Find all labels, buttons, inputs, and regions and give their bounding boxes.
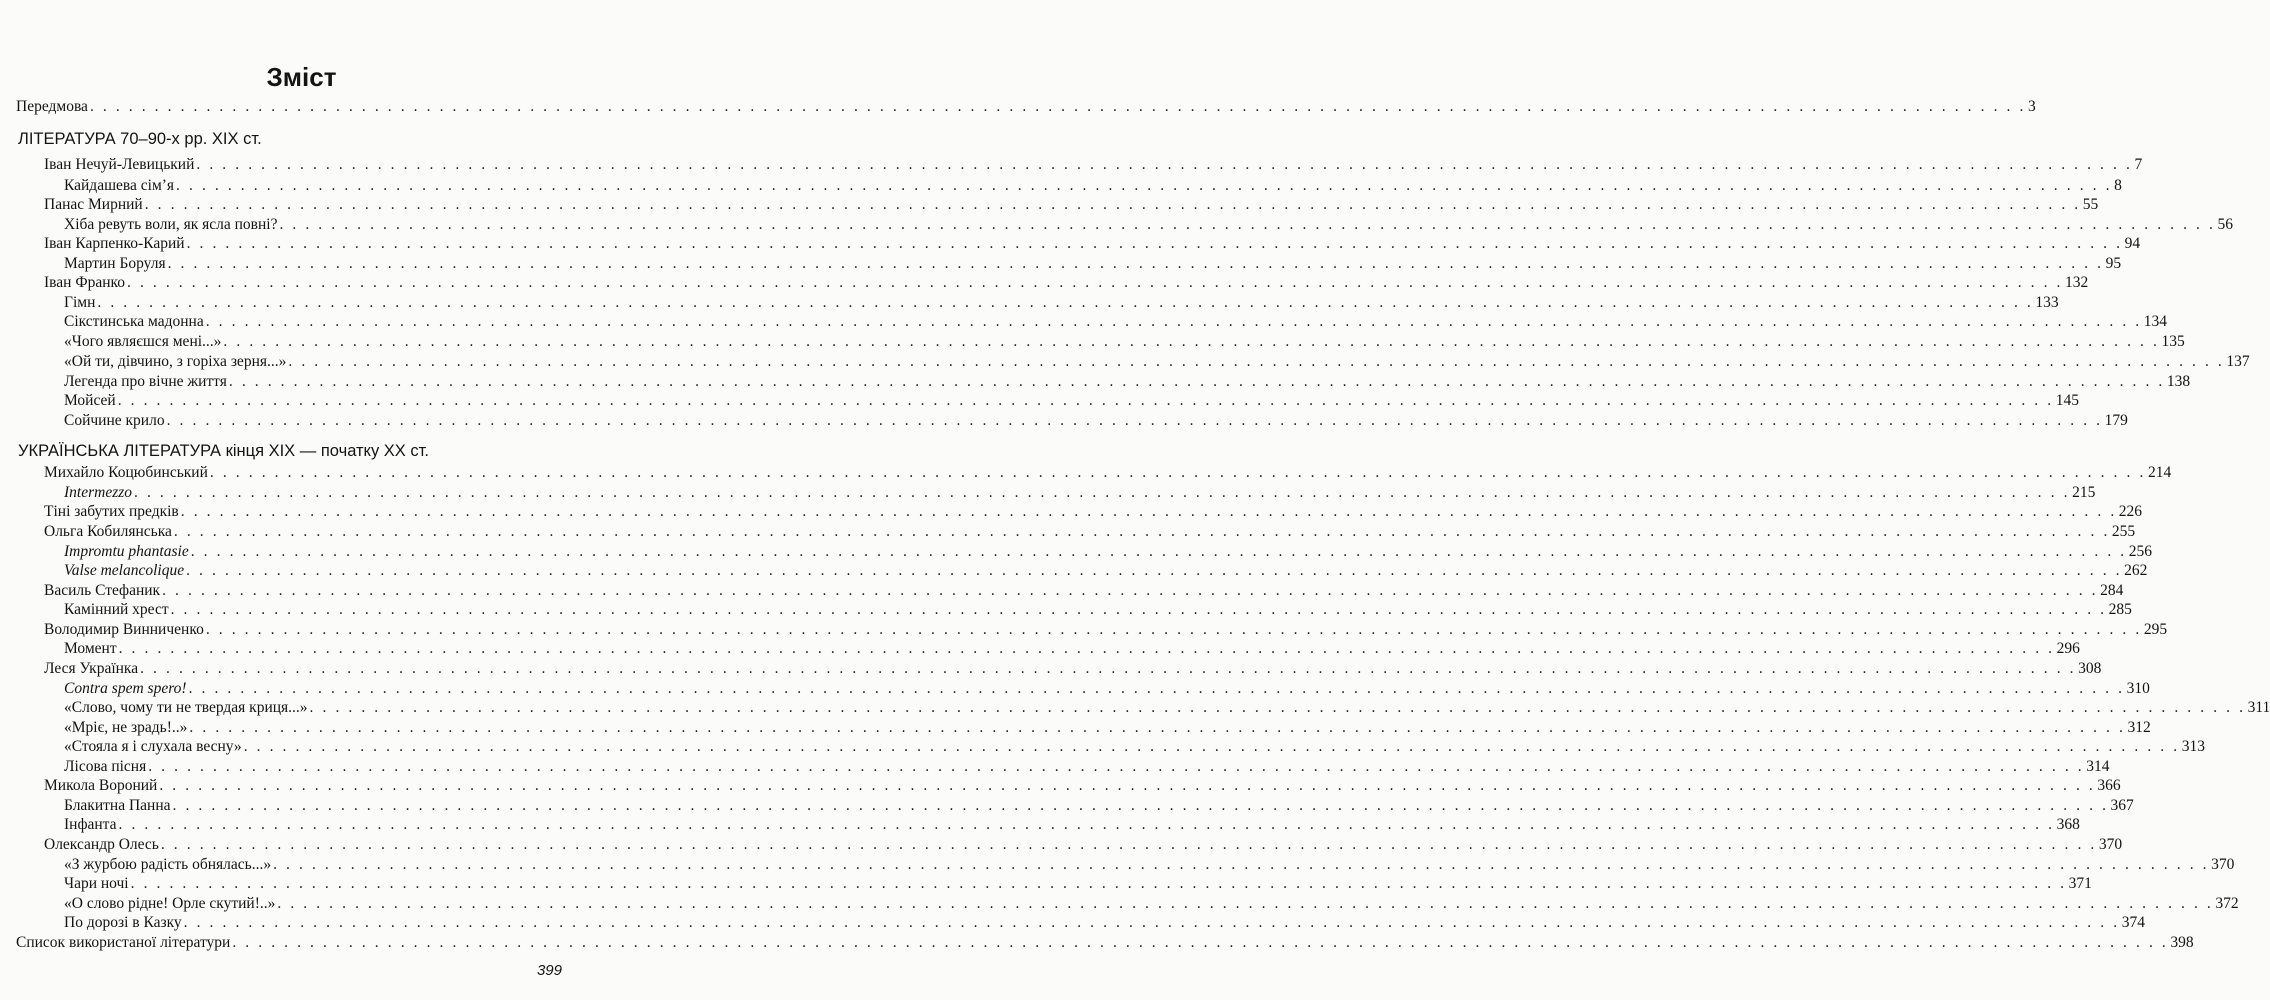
toc-entry[interactable] bbox=[16, 97, 2036, 117]
toc-entry-page: 133 bbox=[2035, 294, 2059, 311]
toc-entry[interactable] bbox=[64, 796, 2134, 816]
toc-entry-page: 372 bbox=[2215, 895, 2239, 912]
toc-entry[interactable] bbox=[64, 352, 2250, 372]
dot-leader: . . . . . . . . . . . . . . . . . . . . . . . . . . . . . . . . . . . . . . . . . . . . . . . . . . . . . . . . . . . . . . . . . . . . . . . . . . . . . . . . . . . . . . . . . . . . . . . . . . . . . . . . . . . . . . . . . . . . . . . . . . . . . . . . . . . . . . . . . . . . . . . . . . . . . . bbox=[159, 777, 2096, 794]
toc-entry-page: 368 bbox=[2056, 816, 2080, 833]
toc-entry-title: Інфанта bbox=[64, 816, 117, 833]
toc-entry-title: Іван Франко bbox=[44, 274, 125, 291]
dot-leader: . . . . . . . . . . . . . . . . . . . . . . . . . . . . . . . . . . . . . . . . . . . . . . . . . . . . . . . . . . . . . . . . . . . . . . . . . . . . . . . . . . . . . . . . . . . . . . . . . . . . . . . . . . . . . . . . . . . . . . . . . . . . . . . . . . . . . . . . . . . . . . . . . . . . . . bbox=[130, 875, 2067, 892]
toc-entry[interactable] bbox=[44, 234, 2141, 254]
dot-leader: . . . . . . . . . . . . . . . . . . . . . . . . . . . . . . . . . . . . . . . . . . . . . . . . . . . . . . . . . . . . . . . . . . . . . . . . . . . . . . . . . . . . . . . . . . . . . . . . . . . . . . . . . . . . . . . . . . . . . . . . . . . . . . . . . . . . . . . . . . . . . . . . . . . . . . bbox=[196, 156, 2133, 173]
dot-leader: . . . . . . . . . . . . . . . . . . . . . . . . . . . . . . . . . . . . . . . . . . . . . . . . . . . . . . . . . . . . . . . . . . . . . . . . . . . . . . . . . . . . . . . . . . . . . . . . . . . . . . . . . . . . . . . . . . . . . . . . . . . . . . . . . . . . . . . . . . . . . . . . . . . . . . bbox=[118, 816, 2055, 833]
toc-entry-page: 95 bbox=[2105, 255, 2122, 272]
toc-entry[interactable] bbox=[64, 913, 2145, 933]
toc-entry[interactable] bbox=[44, 522, 2136, 542]
toc-entry-title: «Стояла я і слухала весну» bbox=[64, 738, 242, 755]
toc-entry-title: По дорозі в Казку bbox=[64, 914, 182, 931]
dot-leader: . . . . . . . . . . . . . . . . . . . . . . . . . . . . . . . . . . . . . . . . . . . . . . . . . . . . . . . . . . . . . . . . . . . . . . . . . . . . . . . . . . . . . . . . . . . . . . . . . . . . . . . . . . . . . . . . . . . . . . . . . . . . . . . . . . . . . . . . . . . . . . . . . . . . . . bbox=[243, 738, 2180, 755]
dot-leader: . . . . . . . . . . . . . . . . . . . . . . . . . . . . . . . . . . . . . . . . . . . . . . . . . . . . . . . . . . . . . . . . . . . . . . . . . . . . . . . . . . . . . . . . . . . . . . . . . . . . . . . . . . . . . . . . . . . . . . . . . . . . . . . . . . . . . . . . . . . . . . . . . . . . . . bbox=[228, 373, 2165, 390]
toc-entry[interactable] bbox=[64, 639, 2080, 659]
dot-leader: . . . . . . . . . . . . . . . . . . . . . . . . . . . . . . . . . . . . . . . . . . . . . . . . . . . . . . . . . . . . . . . . . . . . . . . . . . . . . . . . . . . . . . . . . . . . . . . . . . . . . . . . . . . . . . . . . . . . . . . . . . . . . . . . . . . . . . . . . . . . . . . . . . . . . . bbox=[134, 484, 2071, 501]
toc-entry-title: Список використаної літератури bbox=[16, 934, 231, 951]
toc-entry[interactable] bbox=[44, 155, 2143, 175]
toc-entry-page: 56 bbox=[2217, 216, 2233, 233]
dot-leader: . . . . . . . . . . . . . . . . . . . . . . . . . . . . . . . . . . . . . . . . . . . . . . . . . . . . . . . . . . . . . . . . . . . . . . . . . . . . . . . . . . . . . . . . . . . . . . . . . . . . . . . . . . . . . . . . . . . . . . . . . . . . . . . . . . . . . . . . . . . . . . . . . . . . . . bbox=[189, 719, 2126, 736]
toc-entry-page: 371 bbox=[2068, 875, 2092, 892]
toc-entry[interactable] bbox=[64, 483, 2096, 503]
toc-entry[interactable] bbox=[64, 176, 2122, 196]
toc-entry-title: Ольга Кобилянська bbox=[44, 523, 172, 540]
dot-leader: . . . . . . . . . . . . . . . . . . . . . . . . . . . . . . . . . . . . . . . . . . . . . . . . . . . . . . . . . . . . . . . . . . . . . . . . . . . . . . . . . . . . . . . . . . . . . . . . . . . . . . . . . . . . . . . . . . . . . . . . . . . . . . . . . . . . . . . . . . . . . . . . . . . . . . bbox=[309, 699, 2246, 716]
toc-entry-title: Тіні забутих предків bbox=[44, 503, 179, 520]
toc-entry-title: «Чого являєшся мені...» bbox=[64, 333, 222, 350]
toc-entry-title: Лісова пісня bbox=[64, 758, 147, 775]
toc-entry-title: Микола Вороний bbox=[44, 777, 158, 794]
dot-leader: . . . . . . . . . . . . . . . . . . . . . . . . . . . . . . . . . . . . . . . . . . . . . . . . . . . . . . . . . . . . . . . . . . . . . . . . . . . . . . . . . . . . . . . . . . . . . . . . . . . . . . . . . . . . . . . . . . . . . . . . . . . . . . . . . . . . . . . . . . . . . . . . . . . . . . bbox=[190, 543, 2127, 560]
dot-leader: . . . . . . . . . . . . . . . . . . . . . . . . . . . . . . . . . . . . . . . . . . . . . . . . . . . . . . . . . . . . . . . . . . . . . . . . . . . . . . . . . . . . . . . . . . . . . . . . . . . . . . . . . . . . . . . . . . . . . . . . . . . . . . . . . . . . . . . . . . . . . . . . . . . . . . bbox=[180, 503, 2117, 520]
toc-entry[interactable] bbox=[64, 894, 2239, 914]
dot-leader: . . . . . . . . . . . . . . . . . . . . . . . . . . . . . . . . . . . . . . . . . . . . . . . . . . . . . . . . . . . . . . . . . . . . . . . . . . . . . . . . . . . . . . . . . . . . . . . . . . . . . . . . . . . . . . . . . . . . . . . . . . . . . . . . . . . . . . . . . . . . . . . . . . . . . . bbox=[173, 523, 2110, 540]
toc-entry-page: 310 bbox=[2126, 680, 2150, 697]
dot-leader: . . . . . . . . . . . . . . . . . . . . . . . . . . . . . . . . . . . . . . . . . . . . . . . . . . . . . . . . . . . . . . . . . . . . . . . . . . . . . . . . . . . . . . . . . . . . . . . . . . . . . . . . . . . . . . . . . . . . . . . . . . . . . . . . . . . . . . . . . . . . . . . . . . . . . . bbox=[144, 196, 2081, 213]
dot-leader: . . . . . . . . . . . . . . . . . . . . . . . . . . . . . . . . . . . . . . . . . . . . . . . . . . . . . . . . . . . . . . . . . . . . . . . . . . . . . . . . . . . . . . . . . . . . . . . . . . . . . . . . . . . . . . . . . . . . . . . . . . . . . . . . . . . . . . . . . . . . . . . . . . . . . . bbox=[205, 313, 2142, 330]
toc-entry[interactable] bbox=[44, 620, 2168, 640]
toc-entry-title: Передмова bbox=[16, 98, 88, 115]
toc-entry[interactable] bbox=[44, 659, 2102, 679]
toc-entry-page: 135 bbox=[2161, 333, 2185, 350]
toc-entry[interactable] bbox=[64, 332, 2185, 352]
dot-leader: . . . . . . . . . . . . . . . . . . . . . . . . . . . . . . . . . . . . . . . . . . . . . . . . . . . . . . . . . . . . . . . . . . . . . . . . . . . . . . . . . . . . . . . . . . . . . . . . . . . . . . . . . . . . . . . . . . . . . . . . . . . . . . . . . . . . . . . . . . . . . . . . . . . . . . bbox=[188, 680, 2125, 697]
toc-entry-title: Момент bbox=[64, 640, 117, 657]
toc-entry-page: 138 bbox=[2166, 373, 2191, 390]
toc-entry-page: 285 bbox=[2108, 601, 2132, 618]
dot-leader: . . . . . . . . . . . . . . . . . . . . . . . . . . . . . . . . . . . . . . . . . . . . . . . . . . . . . . . . . . . . . . . . . . . . . . . . . . . . . . . . . . . . . . . . . . . . . . . . . . . . . . . . . . . . . . . . . . . . . . . . . . . . . . . . . . . . . . . . . . . . . . . . . . . . . . bbox=[117, 392, 2054, 409]
dot-leader: . . . . . . . . . . . . . . . . . . . . . . . . . . . . . . . . . . . . . . . . . . . . . . . . . . . . . . . . . . . . . . . . . . . . . . . . . . . . . . . . . . . . . . . . . . . . . . . . . . . . . . . . . . . . . . . . . . . . . . . . . . . . . . . . . . . . . . . . . . . . . . . . . . . . . . bbox=[223, 333, 2160, 350]
dot-leader: . . . . . . . . . . . . . . . . . . . . . . . . . . . . . . . . . . . . . . . . . . . . . . . . . . . . . . . . . . . . . . . . . . . . . . . . . . . . . . . . . . . . . . . . . . . . . . . . . . . . . . . . . . . . . . . . . . . . . . . . . . . . . . . . . . . . . . . . . . . . . . . . . . . . . . bbox=[205, 621, 2142, 638]
toc-entry-page: 256 bbox=[2128, 543, 2152, 560]
dot-leader: . . . . . . . . . . . . . . . . . . . . . . . . . . . . . . . . . . . . . . . . . . . . . . . . . . . . . . . . . . . . . . . . . . . . . . . . . . . . . . . . . . . . . . . . . . . . . . . . . . . . . . . . . . . . . . . . . . . . . . . . . . . . . . . . . . . . . . . . . . . . . . . . . . . . . . bbox=[166, 412, 2103, 429]
toc-entry-title: Мартин Боруля bbox=[64, 255, 166, 272]
toc-entry[interactable] bbox=[64, 679, 2150, 699]
dot-leader: . . . . . . . . . . . . . . . . . . . . . . . . . . . . . . . . . . . . . . . . . . . . . . . . . . . . . . . . . . . . . . . . . . . . . . . . . . . . . . . . . . . . . . . . . . . . . . . . . . . . . . . . . . . . . . . . . . . . . . . . . . . . . . . . . . . . . . . . . . . . . . . . . . . . . . bbox=[162, 582, 2099, 599]
toc-entry-title: «Мріє, не зрадь!..» bbox=[64, 719, 188, 736]
toc-entry[interactable] bbox=[64, 312, 2168, 332]
toc-entry-title: Сойчине крило bbox=[64, 412, 165, 429]
toc-entry[interactable] bbox=[64, 254, 2122, 274]
toc-entry-page: 308 bbox=[2078, 660, 2102, 677]
toc-entry-page: 370 bbox=[2211, 856, 2235, 873]
dot-leader: . . . . . . . . . . . . . . . . . . . . . . . . . . . . . . . . . . . . . . . . . . . . . . . . . . . . . . . . . . . . . . . . . . . . . . . . . . . . . . . . . . . . . . . . . . . . . . . . . . . . . . . . . . . . . . . . . . . . . . . . . . . . . . . . . . . . . . . . . . . . . . . . . . . . . . bbox=[160, 836, 2097, 853]
toc-entry-page: 94 bbox=[2124, 235, 2141, 252]
dot-leader: . . . . . . . . . . . . . . . . . . . . . . . . . . . . . . . . . . . . . . . . . . . . . . . . . . . . . . . . . . . . . . . . . . . . . . . . . . . . . . . . . . . . . . . . . . . . . . . . . . . . . . . . . . . . . . . . . . . . . . . . . . . . . . . . . . . . . . . . . . . . . . . . . . . . . . bbox=[209, 464, 2146, 481]
dot-leader: . . . . . . . . . . . . . . . . . . . . . . . . . . . . . . . . . . . . . . . . . . . . . . . . . . . . . . . . . . . . . . . . . . . . . . . . . . . . . . . . . . . . . . . . . . . . . . . . . . . . . . . . . . . . . . . . . . . . . . . . . . . . . . . . . . . . . . . . . . . . . . . . . . . . . . bbox=[186, 562, 2123, 579]
toc-entry-page: 215 bbox=[2072, 484, 2096, 501]
toc-entry-page: 55 bbox=[2082, 196, 2099, 213]
toc-entry-title: Чари ночі bbox=[64, 875, 129, 892]
toc-entry[interactable] bbox=[44, 195, 2099, 215]
toc-entry-page: 366 bbox=[2097, 777, 2121, 794]
toc-entry-title: Хіба ревуть воли, як ясла повні? bbox=[64, 216, 278, 233]
dot-leader: . . . . . . . . . . . . . . . . . . . . . . . . . . . . . . . . . . . . . . . . . . . . . . . . . . . . . . . . . . . . . . . . . . . . . . . . . . . . . . . . . . . . . . . . . . . . . . . . . . . . . . . . . . . . . . . . . . . . . . . . . . . . . . . . . . . . . . . . . . . . . . . . . . . . . . bbox=[89, 98, 2026, 115]
toc-entry-page: 295 bbox=[2143, 621, 2168, 638]
toc-entry[interactable] bbox=[44, 581, 2124, 601]
dot-leader: . . . . . . . . . . . . . . . . . . . . . . . . . . . . . . . . . . . . . . . . . . . . . . . . . . . . . . . . . . . . . . . . . . . . . . . . . . . . . . . . . . . . . . . . . . . . . . . . . . . . . . . . . . . . . . . . . . . . . . . . . . . . . . . . . . . . . . . . . . . . . . . . . . . . . . bbox=[277, 895, 2214, 912]
toc-entry-page: 284 bbox=[2100, 582, 2124, 599]
toc-entry-title: Іван Карпенко-Карий bbox=[44, 235, 185, 252]
toc-entry-page: 314 bbox=[2086, 758, 2110, 775]
toc-entry-page: 398 bbox=[2170, 934, 2194, 951]
toc-entry-title: Кайдашева сім’я bbox=[64, 177, 175, 194]
toc-entry-title: Impromtu phantasie bbox=[64, 543, 189, 560]
toc-entry-page: 132 bbox=[2065, 274, 2089, 291]
toc-entry-page: 7 bbox=[2134, 156, 2143, 173]
toc-entry[interactable] bbox=[64, 542, 2152, 562]
section-heading-caps: ЛІТЕРАТУРА bbox=[18, 130, 116, 148]
dot-leader: . . . . . . . . . . . . . . . . . . . . . . . . . . . . . . . . . . . . . . . . . . . . . . . . . . . . . . . . . . . . . . . . . . . . . . . . . . . . . . . . . . . . . . . . . . . . . . . . . . . . . . . . . . . . . . . . . . . . . . . . . . . . . . . . . . . . . . . . . . . . . . . . . . . . . . bbox=[140, 660, 2077, 677]
toc-entry-page: 312 bbox=[2127, 719, 2151, 736]
section-heading-caps: УКРАЇНСЬКА ЛІТЕРАТУРА bbox=[18, 442, 222, 460]
toc-entry-title: Михайло Коцюбинський bbox=[44, 464, 208, 481]
section-heading bbox=[18, 440, 562, 460]
toc-entry-title: Іван Нечуй-Левицький bbox=[44, 156, 195, 173]
dot-leader: . . . . . . . . . . . . . . . . . . . . . . . . . . . . . . . . . . . . . . . . . . . . . . . . . . . . . . . . . . . . . . . . . . . . . . . . . . . . . . . . . . . . . . . . . . . . . . . . . . . . . . . . . . . . . . . . . . . . . . . . . . . . . . . . . . . . . . . . . . . . . . . . . . . . . . bbox=[176, 177, 2113, 194]
toc-entry[interactable] bbox=[64, 372, 2191, 392]
dot-leader: . . . . . . . . . . . . . . . . . . . . . . . . . . . . . . . . . . . . . . . . . . . . . . . . . . . . . . . . . . . . . . . . . . . . . . . . . . . . . . . . . . . . . . . . . . . . . . . . . . . . . . . . . . . . . . . . . . . . . . . . . . . . . . . . . . . . . . . . . . . . . . . . . . . . . . bbox=[167, 255, 2104, 272]
toc-entry-title: Камінний хрест bbox=[64, 601, 169, 618]
toc-entry[interactable] bbox=[44, 776, 2121, 796]
toc-entry-page: 311 bbox=[2247, 699, 2270, 716]
dot-leader: . . . . . . . . . . . . . . . . . . . . . . . . . . . . . . . . . . . . . . . . . . . . . . . . . . . . . . . . . . . . . . . . . . . . . . . . . . . . . . . . . . . . . . . . . . . . . . . . . . . . . . . . . . . . . . . . . . . . . . . . . . . . . . . . . . . . . . . . . . . . . . . . . . . . . . bbox=[118, 640, 2055, 657]
dot-leader: . . . . . . . . . . . . . . . . . . . . . . . . . . . . . . . . . . . . . . . . . . . . . . . . . . . . . . . . . . . . . . . . . . . . . . . . . . . . . . . . . . . . . . . . . . . . . . . . . . . . . . . . . . . . . . . . . . . . . . . . . . . . . . . . . . . . . . . . . . . . . . . . . . . . . . bbox=[170, 601, 2107, 618]
toc-entry-title: Панас Мирний bbox=[44, 196, 143, 213]
toc-entry-title: «З журбою радість обнялась...» bbox=[64, 856, 272, 873]
toc-entry-page: 370 bbox=[2098, 836, 2123, 853]
section-heading-period: 70–90-х рр. XIX ст. bbox=[115, 130, 262, 148]
toc-entry[interactable] bbox=[64, 855, 2235, 875]
toc-entry-title: Intermezzo bbox=[64, 484, 133, 501]
toc-entry[interactable] bbox=[64, 293, 2059, 313]
dot-leader: . . . . . . . . . . . . . . . . . . . . . . . . . . . . . . . . . . . . . . . . . . . . . . . . . . . . . . . . . . . . . . . . . . . . . . . . . . . . . . . . . . . . . . . . . . . . . . . . . . . . . . . . . . . . . . . . . . . . . . . . . . . . . . . . . . . . . . . . . . . . . . . . . . . . . . bbox=[183, 914, 2120, 931]
dot-leader: . . . . . . . . . . . . . . . . . . . . . . . . . . . . . . . . . . . . . . . . . . . . . . . . . . . . . . . . . . . . . . . . . . . . . . . . . . . . . . . . . . . . . . . . . . . . . . . . . . . . . . . . . . . . . . . . . . . . . . . . . . . . . . . . . . . . . . . . . . . . . . . . . . . . . . bbox=[172, 797, 2109, 814]
toc-entry-title: Contra spem spero! bbox=[64, 680, 187, 697]
toc-entry[interactable] bbox=[16, 933, 2194, 953]
page-number: 399 bbox=[536, 962, 562, 979]
toc-entry-page: 367 bbox=[2110, 797, 2134, 814]
toc-entry[interactable] bbox=[64, 600, 2132, 620]
toc-entry-page: 179 bbox=[2104, 412, 2128, 429]
toc-entry-title: «Ой ти, дівчино, з горіха зерня...» bbox=[64, 353, 287, 370]
toc-entry[interactable] bbox=[64, 737, 2205, 757]
toc-entry-page: 296 bbox=[2056, 640, 2080, 657]
toc-entry[interactable] bbox=[44, 835, 2123, 855]
toc-entry-page: 313 bbox=[2181, 738, 2205, 755]
toc-entry[interactable] bbox=[64, 411, 2128, 431]
toc-entry[interactable] bbox=[44, 273, 2089, 293]
toc-entry-title: Василь Стефаник bbox=[44, 582, 161, 599]
toc-entry-title: Valse melancolique bbox=[64, 562, 185, 579]
dot-leader: . . . . . . . . . . . . . . . . . . . . . . . . . . . . . . . . . . . . . . . . . . . . . . . . . . . . . . . . . . . . . . . . . . . . . . . . . . . . . . . . . . . . . . . . . . . . . . . . . . . . . . . . . . . . . . . . . . . . . . . . . . . . . . . . . . . . . . . . . . . . . . . . . . . . . . bbox=[273, 856, 2210, 873]
toc-entry-page: 8 bbox=[2114, 177, 2122, 194]
toc-entry[interactable] bbox=[64, 815, 2080, 835]
toc-entry-page: 145 bbox=[2055, 392, 2079, 409]
toc-entry-page: 255 bbox=[2111, 523, 2136, 540]
toc-entry[interactable] bbox=[64, 757, 2110, 777]
toc-entry-title: «О слово рідне! Орле скутий!..» bbox=[64, 895, 276, 912]
toc-entry-title: Гімн bbox=[64, 294, 96, 311]
toc-entry[interactable] bbox=[64, 698, 2270, 718]
dot-leader: . . . . . . . . . . . . . . . . . . . . . . . . . . . . . . . . . . . . . . . . . . . . . . . . . . . . . . . . . . . . . . . . . . . . . . . . . . . . . . . . . . . . . . . . . . . . . . . . . . . . . . . . . . . . . . . . . . . . . . . . . . . . . . . . . . . . . . . . . . . . . . . . . . . . . . bbox=[127, 274, 2064, 291]
section-heading bbox=[18, 128, 562, 148]
section-heading-period: кінця XIX — початку XX ст. bbox=[221, 442, 429, 460]
dot-leader: . . . . . . . . . . . . . . . . . . . . . . . . . . . . . . . . . . . . . . . . . . . . . . . . . . . . . . . . . . . . . . . . . . . . . . . . . . . . . . . . . . . . . . . . . . . . . . . . . . . . . . . . . . . . . . . . . . . . . . . . . . . . . . . . . . . . . . . . . . . . . . . . . . . . . . bbox=[148, 758, 2085, 775]
toc-entry-title: Блакитна Панна bbox=[64, 797, 171, 814]
dot-leader: . . . . . . . . . . . . . . . . . . . . . . . . . . . . . . . . . . . . . . . . . . . . . . . . . . . . . . . . . . . . . . . . . . . . . . . . . . . . . . . . . . . . . . . . . . . . . . . . . . . . . . . . . . . . . . . . . . . . . . . . . . . . . . . . . . . . . . . . . . . . . . . . . . . . . . bbox=[97, 294, 2034, 311]
toc-entry-page: 214 bbox=[2147, 464, 2172, 481]
dot-leader: . . . . . . . . . . . . . . . . . . . . . . . . . . . . . . . . . . . . . . . . . . . . . . . . . . . . . . . . . . . . . . . . . . . . . . . . . . . . . . . . . . . . . . . . . . . . . . . . . . . . . . . . . . . . . . . . . . . . . . . . . . . . . . . . . . . . . . . . . . . . . . . . . . . . . . bbox=[232, 934, 2169, 951]
page-title: Зміст bbox=[266, 62, 337, 92]
toc-entry[interactable] bbox=[64, 718, 2151, 738]
dot-leader: . . . . . . . . . . . . . . . . . . . . . . . . . . . . . . . . . . . . . . . . . . . . . . . . . . . . . . . . . . . . . . . . . . . . . . . . . . . . . . . . . . . . . . . . . . . . . . . . . . . . . . . . . . . . . . . . . . . . . . . . . . . . . . . . . . . . . . . . . . . . . . . . . . . . . . bbox=[279, 216, 2216, 233]
toc-entry-title: Легенда про вічне життя bbox=[64, 373, 227, 390]
toc-entry-title: Сікстинська мадонна bbox=[64, 313, 204, 330]
dot-leader: . . . . . . . . . . . . . . . . . . . . . . . . . . . . . . . . . . . . . . . . . . . . . . . . . . . . . . . . . . . . . . . . . . . . . . . . . . . . . . . . . . . . . . . . . . . . . . . . . . . . . . . . . . . . . . . . . . . . . . . . . . . . . . . . . . . . . . . . . . . . . . . . . . . . . . bbox=[186, 235, 2123, 252]
toc-entry-title: «Слово, чому ти не твердая криця...» bbox=[64, 699, 308, 716]
toc-entry-page: 137 bbox=[2226, 353, 2250, 370]
toc-entry-page: 374 bbox=[2121, 914, 2145, 931]
toc-entry-page: 262 bbox=[2124, 562, 2148, 579]
toc-entry[interactable] bbox=[64, 561, 2148, 581]
toc-entry[interactable] bbox=[64, 215, 2233, 235]
toc-entry-title: Мойсей bbox=[64, 392, 116, 409]
toc-entry[interactable] bbox=[64, 391, 2079, 411]
dot-leader: . . . . . . . . . . . . . . . . . . . . . . . . . . . . . . . . . . . . . . . . . . . . . . . . . . . . . . . . . . . . . . . . . . . . . . . . . . . . . . . . . . . . . . . . . . . . . . . . . . . . . . . . . . . . . . . . . . . . . . . . . . . . . . . . . . . . . . . . . . . . . . . . . . . . . . bbox=[288, 353, 2225, 370]
toc-entry-page: 226 bbox=[2118, 503, 2143, 520]
toc-entry-title: Леся Українка bbox=[44, 660, 139, 677]
toc-entry[interactable] bbox=[64, 874, 2092, 894]
toc-entry[interactable] bbox=[44, 502, 2143, 522]
toc-entry-page: 134 bbox=[2143, 313, 2168, 330]
toc-entry-title: Олександр Олесь bbox=[44, 836, 159, 853]
toc-entry[interactable] bbox=[44, 463, 2172, 483]
toc-entry-title: Володимир Винниченко bbox=[44, 621, 204, 638]
toc-entry-page: 3 bbox=[2027, 98, 2036, 115]
